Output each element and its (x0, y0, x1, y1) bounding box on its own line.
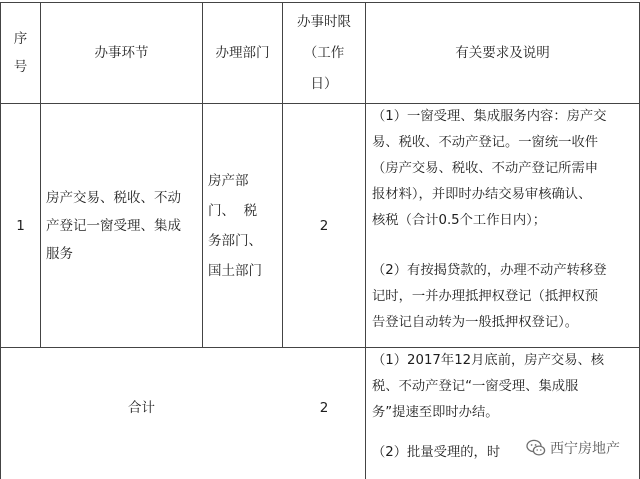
row-1-step-line-3: 服务 (46, 245, 73, 262)
header-dept: 办理部门 (215, 45, 270, 61)
row-1-note-line-8: 告登记自动转为一般抵押权登记）。 (372, 315, 579, 330)
watermark (526, 438, 620, 458)
row-1-dept-line-4: 国土部门 (208, 262, 262, 279)
row-1-dept-line-1: 房产部 (208, 172, 249, 189)
total-note-line-3: 务”提速至即时办结。 (372, 405, 499, 420)
header-time-line-3: 日） (310, 75, 338, 92)
header-step: 办事环节 (94, 45, 149, 61)
row-1-notes-part-1 (372, 104, 638, 234)
row-1-note-line-1: （1）一窗受理、集成服务内容：房产交 (372, 109, 607, 124)
total-note-line-2: 税、不动产登记“一窗受理、集成服 (372, 379, 579, 394)
row-1-note-line-7: 记时，一并办理抵押权登记（抵押权预 (372, 289, 599, 304)
row-1-step (46, 104, 200, 347)
header-time-limit (283, 3, 365, 103)
row-1-notes-part-2 (372, 258, 638, 336)
row-1-dept (208, 104, 280, 347)
total-note-line-4: （2）批量受理的，时 (372, 445, 501, 460)
total-days: 2 (319, 400, 329, 416)
row-1-days: 2 (319, 217, 329, 234)
row-1-dept-line-2: 门、 税 (208, 202, 258, 219)
row-1-note-line-5: 核税（合计0.5个工作日内）； (372, 213, 547, 228)
total-notes-part-1 (372, 348, 638, 426)
header-time-line-2: （工作 (303, 44, 345, 61)
row-1-step-line-2: 产登记一窗受理、集成 (46, 217, 181, 234)
row-1-step-line-1: 房产交易、税收、不动 (46, 189, 181, 206)
total-label: 合计 (128, 400, 155, 416)
watermark-text: 西宁房地产 (550, 441, 620, 457)
row-1-note-line-3: （房产交易、税收、不动产登记所需申 (372, 161, 599, 176)
row-1-note-line-2: 易、税收、不动产登记。一窗统一收件 (372, 135, 599, 150)
header-requirements: 有关要求及说明 (455, 45, 550, 61)
header-time-line-1: 办事时限 (297, 13, 351, 30)
header-seq-line-1: 序 (13, 31, 28, 47)
row-1-dept-line-3: 务部门、 (208, 232, 262, 249)
wechat-icon (526, 438, 546, 458)
header-seq (1, 3, 40, 103)
row-1-note-line-4: 报材料），并即时办结交易审核确认、 (372, 187, 592, 202)
row-1-note-line-6: （2）有按揭贷款的，办理不动产转移登 (372, 263, 607, 278)
total-note-line-1: （1）2017年12月底前，房产交易、核 (372, 353, 605, 368)
row-1-seq: 1 (16, 217, 25, 234)
header-seq-line-2: 号 (13, 59, 28, 75)
